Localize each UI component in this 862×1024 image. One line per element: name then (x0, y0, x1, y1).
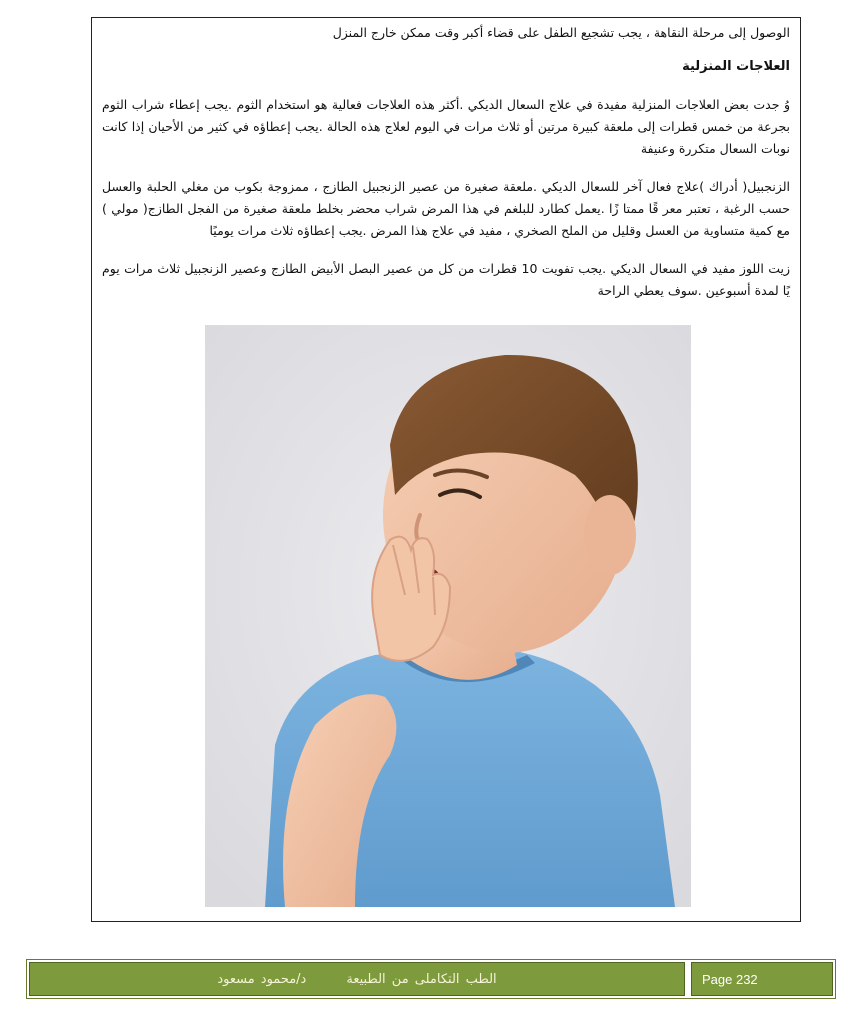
coughing-child-illustration (205, 325, 691, 907)
content-frame (91, 17, 801, 922)
page-footer (26, 959, 836, 999)
paragraph-almond-oil: زيت اللوز مفيد في السعال الديكي .يجب تفويت 10 قطرات من كل من عصير البصل الأبيض الطازج وعصير الزنجبيل ثلاث مرات يوم يًا لمدة أسبوعين .سوف يعطي الراحة (102, 261, 790, 298)
intro-line: الوصول إلى مرحلة النقاهة ، يجب تشجيع الطفل على قضاء أكبر وقت ممكن خارج المنزل (332, 25, 790, 40)
coughing-child-photo (205, 325, 691, 907)
footer-title-cell (29, 962, 685, 996)
footer-page-number: Page 232 (691, 962, 833, 996)
paragraph-ginger: الزنجبيل( أدراك )علاج فعال آخر للسعال الديكي .ملعقة صغيرة من عصير الزنجبيل الطازج ، ممزوجة بكوب من مغلي الحلبة والعسل حسب الرغبة ، تعتبر معر قًا ممتا زًا .يعمل كطارد للبلغم في هذا المرض شراب محضر بخلط ملعقة صغيرة من الفجل الطازج( مولي ) مع كمية متساوية من العسل وقليل من الملح الصخري ، مفيد في علاج هذا المرض .يجب إعطاؤه ثلاث مرات يوميًا (102, 179, 790, 238)
footer-author: د/محمود مسعود (217, 971, 307, 987)
footer-book-title: الطب التكاملى من الطبيعة (346, 971, 497, 987)
paragraph-garlic: وُ جدت بعض العلاجات المنزلية مفيدة في علاج السعال الديكي .أكثر هذه العلاجات فعالية هو استخدام الثوم .يجب إعطاء شراب الثوم بجرعة من خمس قطرات إلى ملعقة كبيرة مرتين أو ثلاث مرات في اليوم لعلاج هذه الحالة .يجب إعطاؤه في كثير من الأحيان إذا كانت نوبات السعال متكررة وعنيفة (102, 97, 790, 156)
section-heading: العلاجات المنزلية (682, 59, 790, 74)
